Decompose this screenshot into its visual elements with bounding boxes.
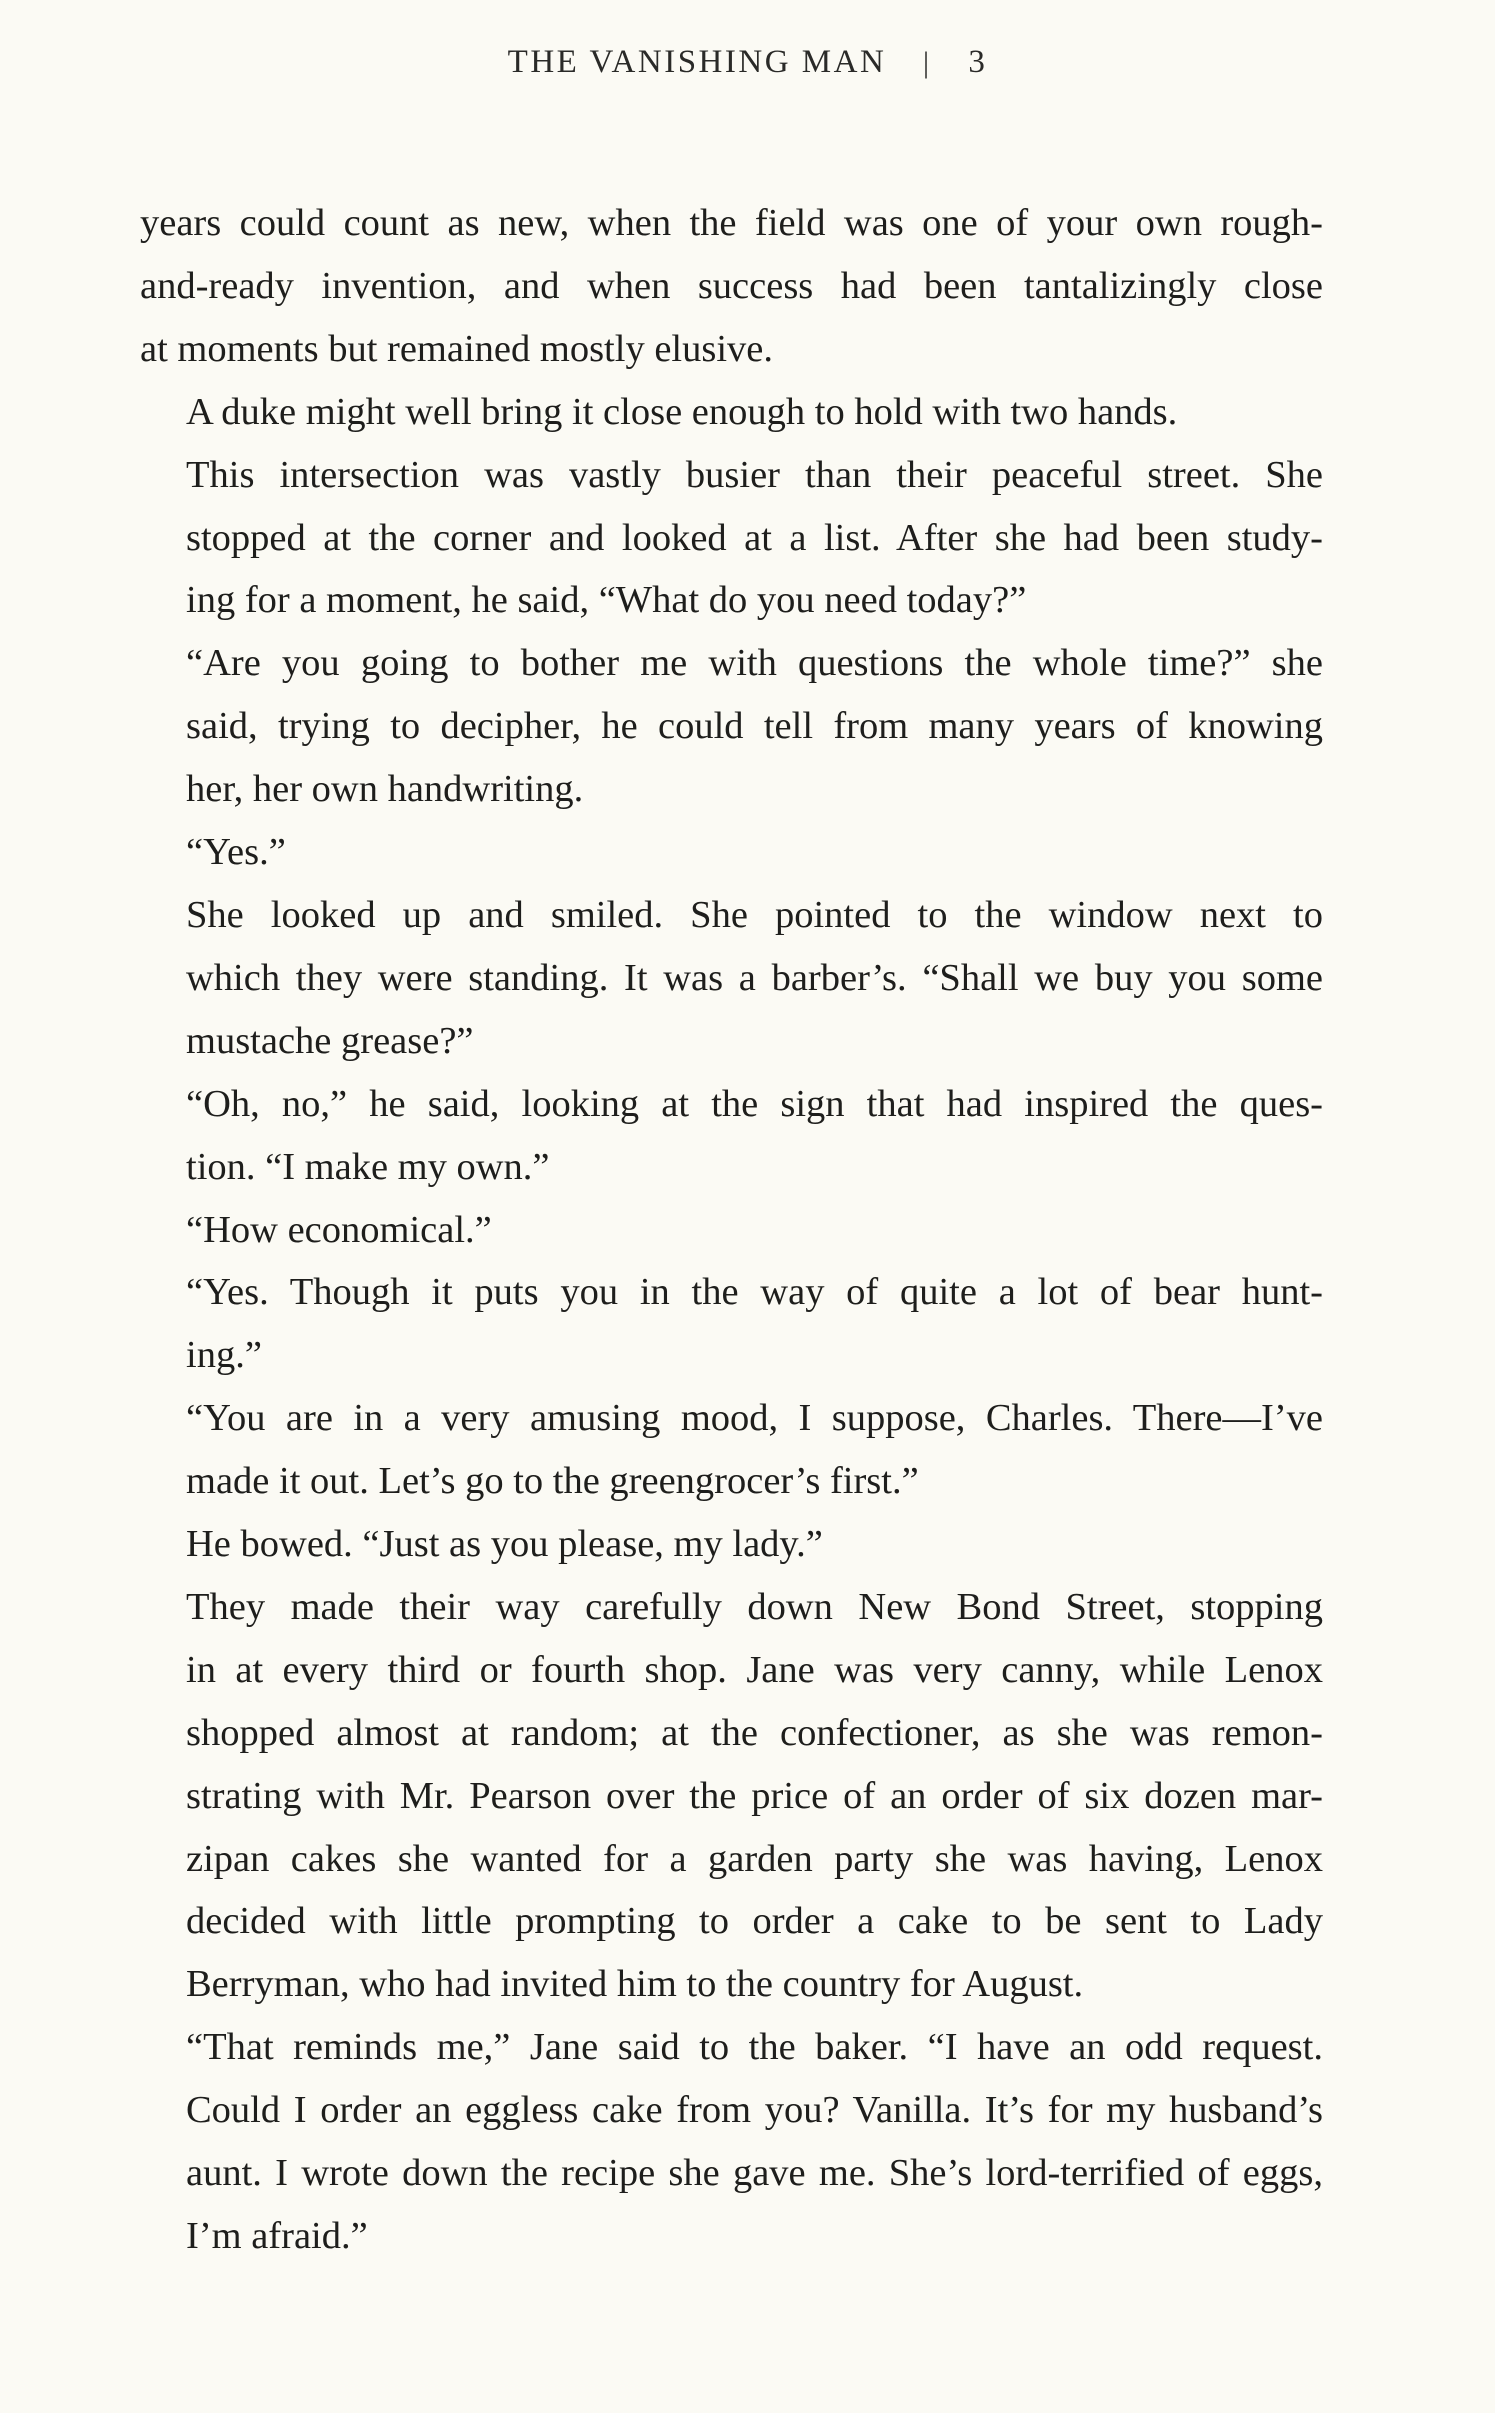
body-text xyxy=(140,192,1323,2268)
paragraph xyxy=(140,1199,1323,1262)
paragraph xyxy=(140,1261,1323,1387)
paragraph xyxy=(140,1073,1323,1199)
text-line: They made their way carefully down New Bond Street, stopping xyxy=(186,1585,1323,1628)
text-line: zipan cakes she wanted for a garden party she was having, Lenox xyxy=(186,1837,1323,1880)
paragraph xyxy=(140,1513,1323,1576)
text-line: stopped at the corner and looked at a list. After she had been study- xyxy=(186,516,1323,559)
text-line: Berryman, who had invited him to the country for August. xyxy=(186,1963,1084,2006)
text-line: at moments but remained mostly elusive. xyxy=(140,327,773,370)
running-head xyxy=(0,44,1495,81)
text-line: “Are you going to bother me with questions the whole time?” she xyxy=(186,642,1323,685)
text-line: tion. “I make my own.” xyxy=(186,1145,550,1188)
text-line: “That reminds me,” Jane said to the baker. “I have an odd request. xyxy=(186,2026,1323,2069)
paragraph xyxy=(140,444,1323,633)
text-line: This intersection was vastly busier than their peaceful street. She xyxy=(186,453,1323,496)
text-line: mustache grease?” xyxy=(186,1019,474,1062)
text-line: which they were standing. It was a barber’s. “Shall we buy you some xyxy=(186,956,1323,999)
paragraph xyxy=(140,821,1323,884)
text-line: I’m afraid.” xyxy=(186,2215,368,2257)
text-line: years could count as new, when the field was one of your own rough- xyxy=(140,202,1323,244)
text-line: “Oh, no,” he said, looking at the sign that had inspired the ques- xyxy=(186,1082,1323,1125)
text-line: shopped almost at random; at the confectioner, as she was remon- xyxy=(186,1711,1323,1754)
text-line: “You are in a very amusing mood, I suppose, Charles. There—I’ve xyxy=(186,1397,1323,1440)
text-line: aunt. I wrote down the recipe she gave me. She’s lord-terrified of eggs, xyxy=(186,2152,1323,2195)
text-line: He bowed. “Just as you please, my lady.” xyxy=(186,1523,823,1566)
text-line: Could I order an eggless cake from you? Vanilla. It’s for my husband’s xyxy=(186,2089,1323,2132)
paragraph xyxy=(140,1576,1323,2016)
text-line: ing.” xyxy=(186,1334,262,1377)
text-line: She looked up and smiled. She pointed to the window next to xyxy=(186,893,1323,936)
book-title: THE VANISHING MAN xyxy=(507,44,887,80)
paragraph xyxy=(140,884,1323,1073)
text-line: ing for a moment, he said, “What do you need today?” xyxy=(186,579,1027,622)
text-line: “Yes. Though it puts you in the way of quite a lot of bear hunt- xyxy=(186,1271,1323,1314)
text-line: “How economical.” xyxy=(186,1208,492,1251)
text-line: made it out. Let’s go to the greengrocer’s first.” xyxy=(186,1460,919,1503)
page-number: 3 xyxy=(968,44,988,80)
text-line: said, trying to decipher, he could tell from many years of knowing xyxy=(186,705,1323,748)
text-line: “Yes.” xyxy=(186,831,286,874)
text-line: in at every third or fourth shop. Jane was very canny, while Lenox xyxy=(186,1648,1323,1691)
paragraph xyxy=(140,632,1323,821)
paragraph xyxy=(140,2016,1323,2268)
text-line: her, her own handwriting. xyxy=(186,768,584,811)
paragraph xyxy=(140,381,1323,444)
text-line: strating with Mr. Pearson over the price of an order of six dozen mar- xyxy=(186,1774,1323,1817)
text-line: and-ready invention, and when success had been tantalizingly close xyxy=(140,264,1323,307)
text-line: A duke might well bring it close enough to hold with two hands. xyxy=(186,390,1178,433)
text-line: decided with little prompting to order a cake to be sent to Lady xyxy=(186,1900,1323,1943)
paragraph xyxy=(140,192,1323,381)
paragraph xyxy=(140,1387,1323,1513)
header-separator: | xyxy=(923,46,932,79)
